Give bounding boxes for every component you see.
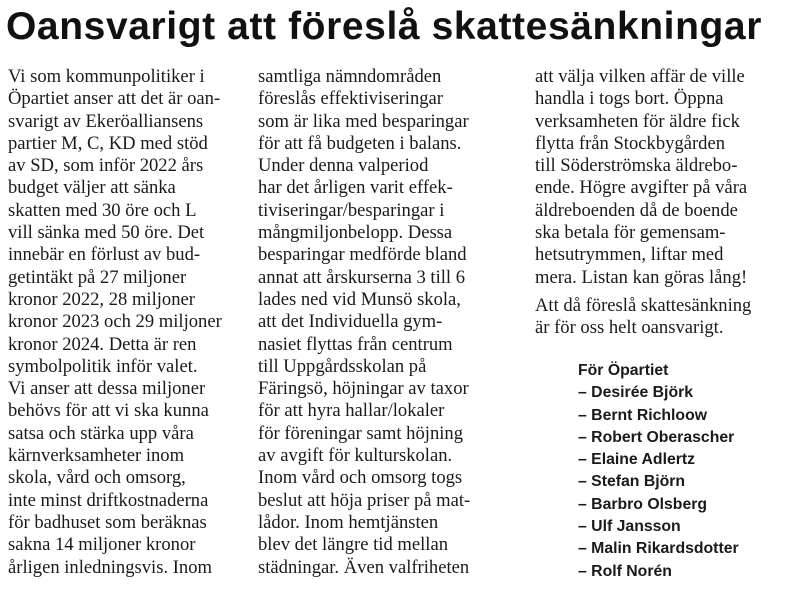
text-line: ende. Högre avgifter på våra (535, 177, 748, 199)
text-line: tiviseringar/besparingar i (258, 199, 445, 221)
text-line: för att få budgeten i balans. (258, 132, 462, 154)
text-line: handla i togs bort. Öppna (535, 88, 724, 110)
signatory-name: – Barbro Olsberg (578, 495, 708, 513)
signatory-name: – Stefan Björn (578, 473, 686, 491)
text-line: lades ned vid Munsö skola, (258, 288, 461, 310)
article-column-3 (535, 66, 785, 340)
text-line: symbolpolitik inför valet. (8, 355, 198, 377)
text-line: städningar. Även valfriheten (258, 556, 470, 578)
text-line: getintäkt på 27 miljoner (8, 266, 187, 288)
text-line: till Uppgårdsskolan på (258, 355, 427, 377)
signatory-name: – Bernt Richloow (578, 406, 708, 424)
text-line: mera. Listan kan göras lång! (535, 266, 748, 288)
text-line: inte minst driftkostnaderna (8, 489, 209, 511)
text-line: behövs för att vi ska kunna (8, 400, 209, 422)
text-line: beslut att höja priser på mat- (258, 489, 471, 511)
text-line: kronor 2023 och 29 miljoner (8, 311, 222, 333)
text-line: Öpartiet anser att det är oan- (8, 88, 221, 110)
signatory-name: – Malin Rikardsdotter (578, 540, 739, 558)
headline: Oansvarigt att föreslå skattesänkningar (6, 5, 763, 48)
text-line: att välja vilken affär de ville (535, 66, 745, 87)
text-line: kronor 2024. Detta är ren (8, 333, 197, 355)
text-line: att det Individuella gym- (258, 311, 443, 333)
text-line: besparingar medförde bland (258, 244, 467, 266)
text-line: Att då föreslå skattesänkning (535, 294, 752, 316)
text-line: skatten med 30 öre och L (8, 199, 197, 221)
paragraph (535, 295, 785, 340)
text-line: Vi som kommunpolitiker i (8, 66, 205, 87)
text-line: nasiet flyttas från centrum (258, 333, 453, 355)
text-line: är för oss helt oansvarigt. (535, 317, 724, 339)
text-line: blev det längre tid mellan (258, 534, 449, 556)
text-line: för badhuset som beräknas (8, 511, 207, 533)
text-line: hetsutrymmen, liftar med (535, 244, 724, 266)
text-line: skola, vård och omsorg, (8, 467, 186, 489)
text-line: Vi anser att dessa miljoner (8, 378, 206, 400)
signatory-name: – Elaine Adlertz (578, 451, 696, 469)
text-line: sakna 14 miljoner kronor (8, 534, 196, 556)
text-line: ska betala för gemensam- (535, 222, 726, 244)
text-line: partier M, C, KD med stöd (8, 132, 208, 154)
text-line: till Söderströmska äldrebo- (535, 155, 738, 177)
text-line: av SD, som inför 2022 års (8, 155, 204, 177)
text-line: samtliga nämndområden (258, 66, 442, 87)
article-column-2 (258, 66, 512, 579)
signatory-name: – Ulf Jansson (578, 518, 681, 536)
text-line: för att hyra hallar/lokaler (258, 400, 445, 422)
text-line: Inom vård och omsorg togs (258, 467, 463, 489)
signature-party: För Öpartiet (578, 362, 669, 379)
text-line: annat att årskurserna 3 till 6 (258, 266, 466, 288)
text-line: Färingsö, höjningar av taxor (258, 378, 469, 400)
signatory-name: – Rolf Norén (578, 562, 672, 580)
text-line: föreslås effektiviseringar (258, 88, 444, 110)
text-line: svarigt av Ekeröalliansens (8, 110, 204, 132)
article-column-1 (8, 66, 240, 579)
text-line: vill sänka med 50 öre. Det (8, 222, 205, 244)
text-line: äldreboenden då de boende (535, 199, 738, 221)
text-line: för föreningar samt höjning (258, 422, 463, 444)
text-line: har det årligen varit effek- (258, 177, 453, 199)
text-line: som är lika med besparingar (258, 110, 469, 132)
text-line: satsa och stärka upp våra (8, 422, 194, 444)
signatory-name: – Desirée Björk (578, 384, 694, 402)
text-line: av avgift för kulturskolan. (258, 445, 453, 467)
text-line: verksamheten för äldre fick (535, 110, 740, 132)
signatory-name: – Robert Oberascher (578, 428, 735, 446)
text-line: årligen inledningsvis. Inom (8, 556, 212, 578)
text-line: mångmiljonbelopp. Dessa (258, 222, 453, 244)
text-line: flytta från Stockbygården (535, 132, 726, 154)
text-line: budget väljer att sänka (8, 177, 176, 199)
text-line: lådor. Inom hemtjänsten (258, 511, 439, 533)
text-line: kärnverksamheter inom (8, 445, 185, 467)
signature-block (578, 360, 739, 583)
text-line: Under denna valperiod (258, 155, 429, 177)
text-line: kronor 2022, 28 miljoner (8, 288, 195, 310)
text-line: innebär en förlust av bud- (8, 244, 201, 266)
paragraph (535, 66, 785, 289)
